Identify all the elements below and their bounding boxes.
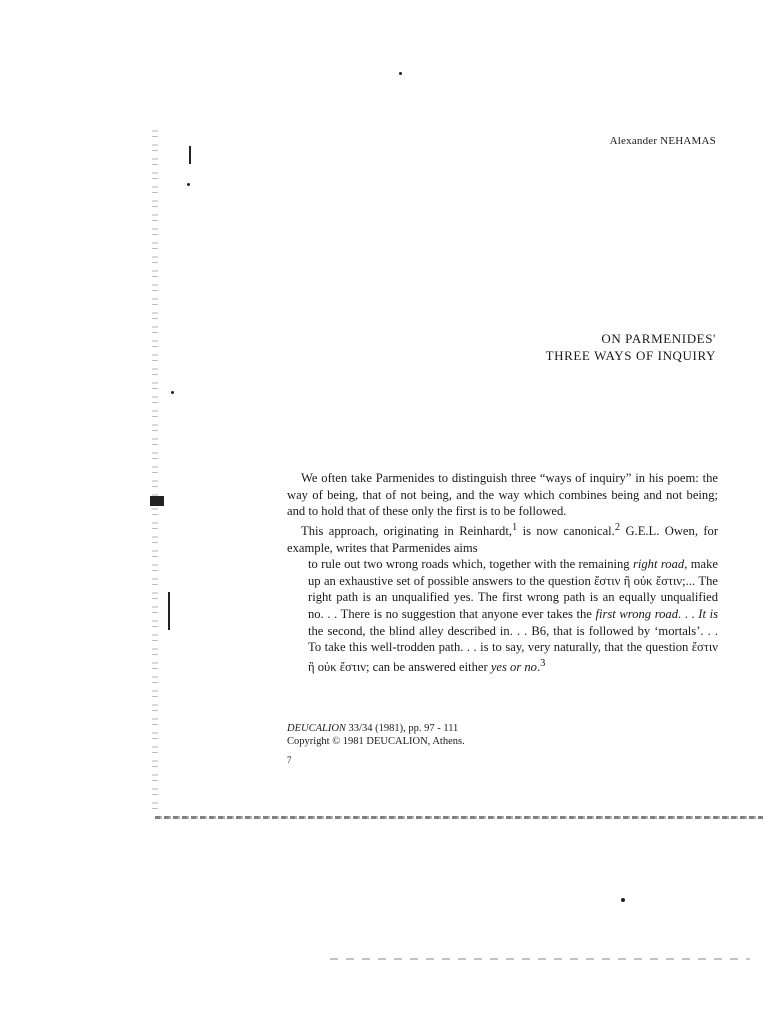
scan-edge-left <box>152 130 158 810</box>
footnote-ref-1: 1 <box>512 521 518 533</box>
page-number: 7 <box>287 755 292 765</box>
title-line-2: THREE WAYS OF INQUIRY <box>545 348 716 363</box>
citation-details: 33/34 (1981), pp. 97 - 111 <box>345 723 459 734</box>
scan-dot <box>399 72 402 75</box>
scan-edge-bottom <box>155 816 763 819</box>
copyright-line: Copyright © 1981 DEUCALION, Athens. <box>287 736 465 747</box>
author-name: Alexander NEHAMAS <box>609 135 716 147</box>
quote-text-e: . <box>536 659 541 674</box>
scan-artifact <box>150 496 164 506</box>
scan-dot <box>171 391 174 394</box>
scan-dot <box>621 898 625 902</box>
paragraph-2 <box>287 520 718 556</box>
quote-emphasis-yes-or-no: yes or no <box>490 659 537 674</box>
scan-dot <box>187 183 190 186</box>
quote-text-b: , make up an exhaustive set of possible answers to the question ἔστιν ἢ οὐκ ἔστιν;... The right path is an unqualified yes. The first wrong path is an equally unqualified no. . . There is no suggestion that anyone ever takes the <box>308 557 718 621</box>
quote-text-c: . . . <box>678 606 699 621</box>
publication-footer <box>287 722 465 748</box>
paragraph-2-text-b: is now canonical. <box>517 523 615 538</box>
scan-artifact <box>189 146 191 164</box>
quote-emphasis-first-wrong-road: first wrong road <box>595 606 679 621</box>
journal-name: DEUCALION <box>287 723 346 734</box>
quote-text-a: to rule out two wrong roads which, together with the remaining <box>308 557 633 572</box>
paragraph-2-text-c: G.E.L. Owen, for example, writes that Parmenides aims <box>287 523 719 555</box>
footnote-ref-2: 2 <box>614 521 621 533</box>
paragraph-1: We often take Parmenides to distinguish three “ways of inquiry” in his poem: the way of being, that of not being, and the way which combines being and not being; and to hold that of these only the first is to be followed. <box>287 471 718 519</box>
article-body <box>287 470 718 676</box>
quote-text-d: the second, the blind alley described in. . . B6, that is followed by ‘mortals’. . . To take this well-trodden path. . . is to say, very naturally, that the question ἔστιν ἢ οὐκ ἔστιν; can be answered either <box>308 623 718 674</box>
title-line-1: ON PARMENIDES' <box>601 331 716 346</box>
scan-artifact <box>168 592 170 630</box>
citation-line <box>287 722 465 735</box>
scan-edge-bottom-faint <box>330 958 750 960</box>
quote-emphasis-right-road: right road <box>632 557 685 572</box>
footnote-ref-3: 3 <box>540 657 546 669</box>
block-quote <box>308 556 718 675</box>
article-title <box>546 330 716 364</box>
paragraph-2-text-a: This approach, originating in Reinhardt, <box>301 523 513 538</box>
quote-emphasis-it-is: It is <box>698 606 718 621</box>
